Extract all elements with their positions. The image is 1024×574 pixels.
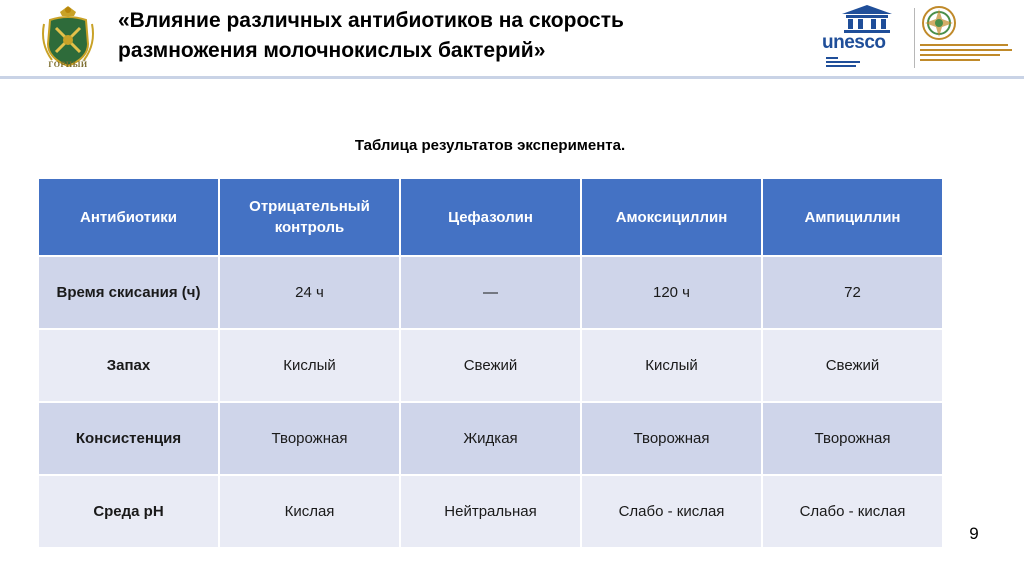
table-cell: 72 [762,256,943,329]
row-header: Время скисания (ч) [38,256,219,329]
table-cell: Творожная [762,402,943,475]
slide-title-line-2: размножения молочнокислых бактерий» [118,39,546,62]
table-row [38,475,943,548]
table-cell: Жидкая [400,402,581,475]
table-cell: Кислый [581,329,762,402]
row-header: Консистенция [38,402,219,475]
experiment-results-table [37,177,944,549]
column-header: Ампициллин [762,178,943,256]
table-cell: Творожная [581,402,762,475]
table-caption: Таблица результатов эксперимента. [354,137,626,154]
international-centre-caption-lines [920,42,1020,68]
table-cell: Слабо - кислая [581,475,762,548]
table-cell: Творожная [219,402,400,475]
mining-university-caption: ГОРНЫЙ [48,60,88,69]
unesco-temple-icon [838,4,896,34]
header-divider-line [0,76,1024,79]
column-header: Отрицательный контроль [219,178,400,256]
table-cell: Свежий [762,329,943,402]
column-header: Амоксициллин [581,178,762,256]
table-cell: Кислый [219,329,400,402]
table-row [38,329,943,402]
header-logo-divider [914,8,915,68]
unesco-logo [822,4,914,72]
table-cell: 120 ч [581,256,762,329]
table-cell: Кислая [219,475,400,548]
row-header: Среда pH [38,475,219,548]
table-cell: Свежий [400,329,581,402]
table-row [38,402,943,475]
column-header: Антибиотики [38,178,219,256]
table-cell: — [400,256,581,329]
page-number: 9 [969,524,979,543]
unesco-wordmark: unesco [822,32,886,53]
slide-header [0,0,1024,76]
column-header: Цефазолин [400,178,581,256]
table-cell: Нейтральная [400,475,581,548]
table-cell: Слабо - кислая [762,475,943,548]
slide-title [118,6,778,66]
row-header: Запах [38,329,219,402]
table-cell: 24 ч [219,256,400,329]
slide-title-line-1: «Влияние различных антибиотиков на скорость [118,9,624,32]
unesco-subtitle-lines [826,56,914,70]
table-row [38,256,943,329]
table-header-row [38,178,943,256]
international-centre-emblem-icon [920,4,958,42]
